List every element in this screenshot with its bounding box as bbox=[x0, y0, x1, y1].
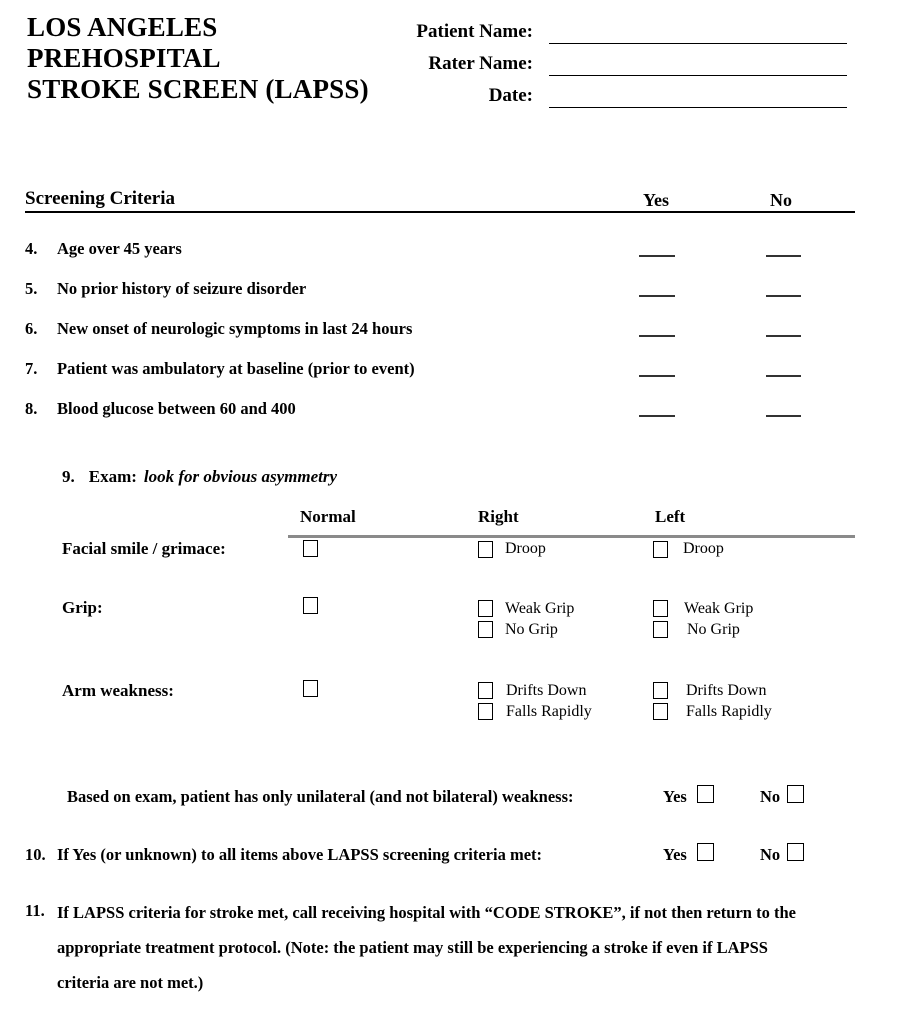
screening-heading: Screening Criteria bbox=[25, 188, 176, 209]
arm-left-falls-checkbox[interactable] bbox=[653, 703, 668, 720]
unilateral-yes-label: Yes bbox=[663, 787, 687, 806]
item-number: 5. bbox=[25, 279, 38, 298]
rater-name-line[interactable] bbox=[549, 75, 847, 76]
grip-right-none-checkbox[interactable] bbox=[478, 621, 493, 638]
item-11-line-2: appropriate treatment protocol. (Note: the patient may still be experiencing a stroke if even if LAPSS bbox=[57, 938, 768, 957]
item-7-no-blank[interactable] bbox=[766, 375, 801, 377]
item-10-no-checkbox[interactable] bbox=[787, 843, 804, 861]
facial-row-label: Facial smile / grimace: bbox=[62, 539, 226, 558]
screening-item-8 bbox=[25, 399, 296, 419]
item-text: No prior history of seizure disorder bbox=[57, 279, 307, 298]
arm-right-falls-label: Falls Rapidly bbox=[506, 703, 592, 720]
date-label: Date: bbox=[488, 85, 533, 106]
item-11-line-1: If LAPSS criteria for stroke met, call receiving hospital with “CODE STROKE”, if not then return to the bbox=[57, 903, 796, 922]
exam-note: look for obvious asymmetry bbox=[143, 467, 338, 486]
grip-row-label: Grip: bbox=[62, 598, 103, 617]
column-header-normal: Normal bbox=[300, 507, 356, 526]
item-7-yes-blank[interactable] bbox=[639, 375, 675, 377]
item-5-no-blank[interactable] bbox=[766, 295, 801, 297]
arm-left-falls-label: Falls Rapidly bbox=[686, 703, 772, 720]
arm-left-drifts-label: Drifts Down bbox=[686, 682, 767, 699]
facial-right-droop-checkbox[interactable] bbox=[478, 541, 493, 558]
grip-normal-checkbox[interactable] bbox=[303, 597, 318, 614]
screening-item-6 bbox=[25, 319, 412, 339]
exam-heading bbox=[62, 467, 337, 487]
exam-number: 9. bbox=[62, 467, 75, 486]
no-column-header: No bbox=[770, 190, 792, 210]
item-number: 7. bbox=[25, 359, 38, 378]
facial-left-droop-label: Droop bbox=[683, 540, 724, 557]
item-text: Age over 45 years bbox=[57, 239, 182, 258]
item-5-yes-blank[interactable] bbox=[639, 295, 675, 297]
item-number: 8. bbox=[25, 399, 38, 418]
item-4-no-blank[interactable] bbox=[766, 255, 801, 257]
item-text: New onset of neurologic symptoms in last 24 hours bbox=[57, 319, 413, 338]
item-8-no-blank[interactable] bbox=[766, 415, 801, 417]
unilateral-no-label: No bbox=[760, 787, 781, 806]
rater-name-label: Rater Name: bbox=[428, 53, 533, 74]
unilateral-yes-checkbox[interactable] bbox=[697, 785, 714, 803]
grip-left-weak-label: Weak Grip bbox=[684, 600, 754, 617]
screening-divider bbox=[25, 211, 855, 213]
form-title-line-2: PREHOSPITAL bbox=[27, 43, 221, 73]
item-10-yes-checkbox[interactable] bbox=[697, 843, 714, 861]
item-number: 4. bbox=[25, 239, 38, 258]
screening-item-7 bbox=[25, 359, 415, 379]
grip-right-weak-label: Weak Grip bbox=[505, 600, 575, 617]
item-text: If Yes (or unknown) to all items above LAPSS screening criteria met: bbox=[57, 845, 543, 864]
arm-row-label: Arm weakness: bbox=[62, 681, 174, 700]
grip-left-weak-checkbox[interactable] bbox=[653, 600, 668, 617]
grip-left-none-label: No Grip bbox=[687, 621, 740, 638]
column-header-right: Right bbox=[478, 507, 519, 526]
date-line[interactable] bbox=[549, 107, 847, 108]
screening-item-5 bbox=[25, 279, 306, 299]
arm-right-drifts-checkbox[interactable] bbox=[478, 682, 493, 699]
exam-label: Exam: bbox=[88, 467, 137, 486]
screening-item-10 bbox=[25, 845, 542, 865]
item-11-number: 11. bbox=[25, 901, 45, 920]
grip-left-none-checkbox[interactable] bbox=[653, 621, 668, 638]
facial-right-droop-label: Droop bbox=[505, 540, 546, 557]
column-header-left: Left bbox=[655, 507, 686, 526]
exam-table-divider bbox=[288, 535, 855, 538]
form-title-line-1: LOS ANGELES bbox=[27, 12, 218, 42]
form-title bbox=[27, 12, 369, 105]
grip-right-none-label: No Grip bbox=[505, 621, 558, 638]
item-11-text bbox=[57, 895, 855, 1000]
form-title-line-3: STROKE SCREEN (LAPSS) bbox=[27, 74, 369, 104]
item-number: 10. bbox=[25, 845, 46, 864]
grip-right-weak-checkbox[interactable] bbox=[478, 600, 493, 617]
item-11-line-3: criteria are not met.) bbox=[57, 973, 204, 992]
item-4-yes-blank[interactable] bbox=[639, 255, 675, 257]
item-10-yes-label: Yes bbox=[663, 845, 687, 864]
unilateral-no-checkbox[interactable] bbox=[787, 785, 804, 803]
item-10-no-label: No bbox=[760, 845, 781, 864]
screening-item-4 bbox=[25, 239, 182, 259]
item-8-yes-blank[interactable] bbox=[639, 415, 675, 417]
arm-normal-checkbox[interactable] bbox=[303, 680, 318, 697]
facial-left-droop-checkbox[interactable] bbox=[653, 541, 668, 558]
arm-right-falls-checkbox[interactable] bbox=[478, 703, 493, 720]
item-6-no-blank[interactable] bbox=[766, 335, 801, 337]
unilateral-statement: Based on exam, patient has only unilateral (and not bilateral) weakness: bbox=[67, 787, 574, 806]
patient-name-label: Patient Name: bbox=[416, 21, 533, 42]
item-text: Blood glucose between 60 and 400 bbox=[57, 399, 296, 418]
item-text: Patient was ambulatory at baseline (prior to event) bbox=[57, 359, 415, 378]
facial-normal-checkbox[interactable] bbox=[303, 540, 318, 557]
patient-name-line[interactable] bbox=[549, 43, 847, 44]
item-number: 6. bbox=[25, 319, 38, 338]
arm-left-drifts-checkbox[interactable] bbox=[653, 682, 668, 699]
item-6-yes-blank[interactable] bbox=[639, 335, 675, 337]
yes-column-header: Yes bbox=[643, 190, 669, 210]
arm-right-drifts-label: Drifts Down bbox=[506, 682, 587, 699]
